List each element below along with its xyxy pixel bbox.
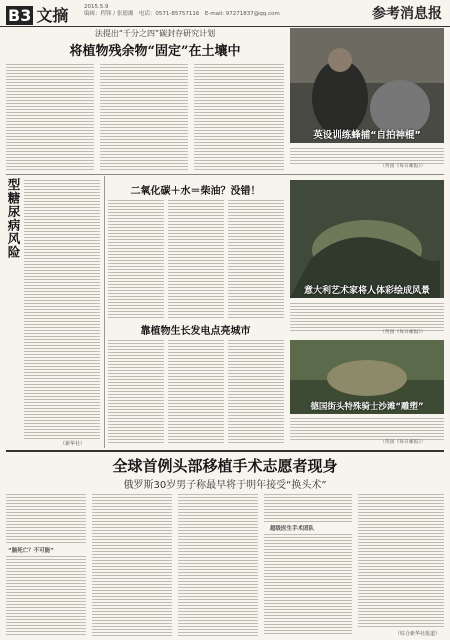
- photo-english: [290, 28, 444, 143]
- divider-1: [6, 174, 444, 175]
- story3-title: 靠植物生长发电点亮城市: [140, 326, 251, 337]
- divider-v1: [104, 176, 105, 448]
- editor-line: 编辑：程锋 / 张德湘: [84, 11, 134, 17]
- photo-english-image: [290, 28, 444, 143]
- issue-date: 2015.5.9: [84, 4, 109, 10]
- photo-sculpture-credit: （英国《每日邮报》）: [380, 440, 426, 445]
- phone-line: 电话：0571-85757116: [138, 11, 200, 17]
- story2-title: 二氧化碳＋水＝柴油？没错！: [130, 186, 261, 197]
- header-meta: [84, 4, 280, 18]
- feature-title: 全球首例头部移植手术志愿者现身: [112, 457, 338, 475]
- feature-col5: [358, 492, 444, 628]
- photo-art-overlay: 意大利艺术家将人体彩绘成风景: [303, 286, 430, 296]
- story1-title: 将植物残余物“固定”在土壤中: [69, 44, 241, 59]
- story1-col3: [194, 62, 284, 170]
- photo-sculpture: [290, 340, 444, 414]
- feature-col2: [92, 492, 172, 636]
- photo-art-caption-lines: [290, 301, 444, 331]
- feature-col4-a: [264, 492, 352, 522]
- photo-art: [290, 180, 444, 298]
- photo-english-caption-lines: [290, 146, 444, 164]
- photo-art-image: [290, 180, 444, 298]
- feature-byline: （综合新华社报道）: [395, 631, 441, 637]
- feature-col1-b: [6, 554, 86, 636]
- feature-subhead-2: 超级医生手术团队: [270, 526, 315, 532]
- story2-col1: [108, 198, 164, 318]
- story3-col2: [168, 338, 224, 444]
- photo-english-title: 英设训练蜂捕“自拍神棍”: [313, 130, 421, 141]
- side-story-byline: （新华社）: [60, 441, 86, 447]
- photo-art-credit: （英国《每日邮报》）: [380, 330, 426, 335]
- story2-col3: [228, 198, 284, 318]
- story1-col1: [6, 62, 94, 170]
- feature-col3: [178, 492, 258, 636]
- section-code: B3: [8, 6, 32, 25]
- paper-name: 参考消息报: [372, 6, 442, 22]
- photo-sculpture-overlay: 德国街头特殊骑士沙滩“雕塑”: [310, 402, 424, 412]
- feature-subhead-1: “脑死亡？不可能”: [8, 548, 54, 554]
- feature-col1-a: [6, 492, 86, 544]
- story1-kicker: 法提出“千分之四”碳封存研究计划: [94, 29, 216, 38]
- story2-col2: [168, 198, 224, 318]
- feature-col4-b: [264, 532, 352, 636]
- photo-sculpture-caption-lines: [290, 416, 444, 440]
- story3-col3: [228, 338, 284, 444]
- story1-col2: [100, 62, 188, 170]
- story3-col1: [108, 338, 164, 444]
- divider-2: [6, 450, 444, 452]
- section-title: 文摘: [36, 6, 69, 25]
- section-label: [6, 3, 68, 26]
- side-story-title: 型糖尿病风险: [6, 178, 21, 259]
- side-story-body: [24, 178, 100, 440]
- photo-english-credit: （英国《每日邮报》）: [380, 164, 426, 169]
- feature-subtitle: 俄罗斯30岁男子称最早将于明年接受“换头术”: [123, 480, 327, 491]
- email-line: E-mail: 97271837@qq.com: [204, 11, 280, 17]
